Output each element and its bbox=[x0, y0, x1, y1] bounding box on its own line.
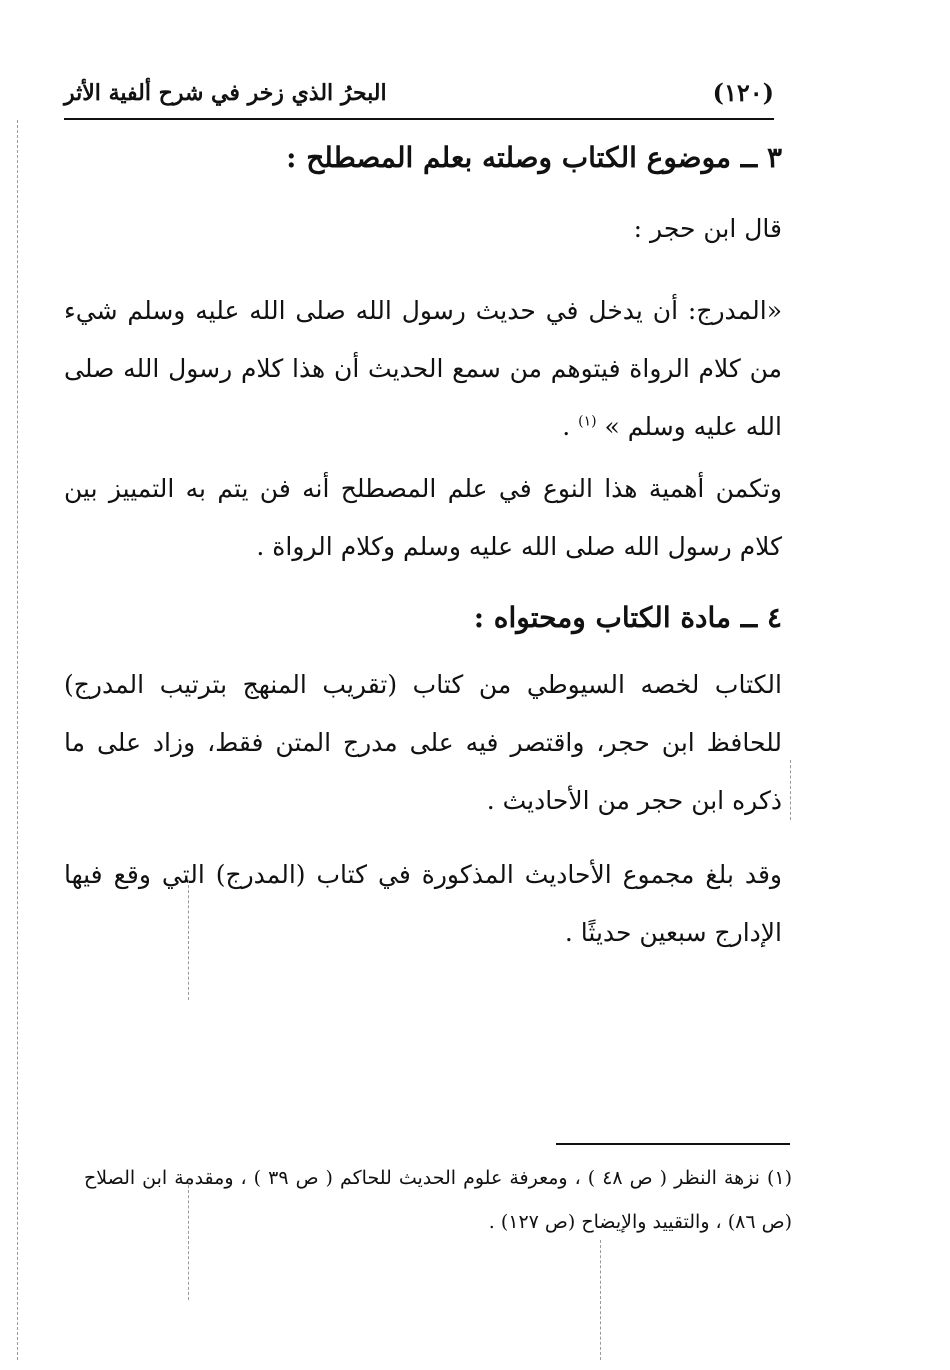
footnote-reference: (١) bbox=[578, 413, 597, 430]
mudraj-definition-quote bbox=[64, 282, 782, 456]
scan-mark bbox=[188, 880, 189, 1000]
footnote-rule bbox=[556, 1143, 790, 1145]
ibn-hajar-intro: قال ابن حجر : bbox=[633, 214, 782, 243]
footnote: (١) نزهة النظر ( ص ٤٨ ) ، ومعرفة علوم الحديث للحاكم ( ص ٣٩ ) ، ومقدمة ابن الصلاح (ص ٨٦) ، والتقييد والإيضاح (ص ١٢٧) . bbox=[84, 1167, 793, 1233]
scan-mark bbox=[600, 1240, 601, 1360]
quote-text: «المدرج: أن يدخل في حديث رسول الله صلى الله عليه وسلم شيء من كلام الرواة فيتوهم من سمع الحديث أن هذا كلام رسول الله صلى الله عليه وسلم » bbox=[64, 296, 782, 441]
quote-end: . bbox=[562, 412, 571, 441]
importance-paragraph: وتكمن أهمية هذا النوع في علم المصطلح أنه فن يتم به التمييز بين كلام رسول الله صلى الله عليه وسلم وكلام الرواة . bbox=[64, 474, 782, 561]
section-3-heading: ٣ ــ موضوع الكتاب وصلته بعلم المصطلح : bbox=[286, 141, 782, 174]
page-number: (١٢٠) bbox=[712, 78, 774, 107]
running-title: البحرُ الذي زخر في شرح ألفية الأثر bbox=[64, 80, 387, 106]
page-header bbox=[64, 74, 774, 116]
hadith-count-paragraph: وقد بلغ مجموع الأحاديث المذكورة في كتاب (المدرج) التي وقع فيها الإدارج سبعين حديثًا . bbox=[64, 860, 782, 947]
content-paragraph: الكتاب لخصه السيوطي من كتاب (تقريب المنهج بترتيب المدرج) للحافظ ابن حجر، واقتصر فيه على مدرج المتن فقط، وزاد على ما ذكره ابن حجر من الأحاديث . bbox=[64, 670, 782, 815]
scan-mark bbox=[188, 1180, 189, 1300]
section-4-heading: ٤ ــ مادة الكتاب ومحتواه : bbox=[473, 601, 782, 634]
scan-fold-mark-left bbox=[17, 120, 18, 1360]
scan-mark bbox=[790, 760, 791, 820]
header-rule bbox=[64, 118, 774, 120]
